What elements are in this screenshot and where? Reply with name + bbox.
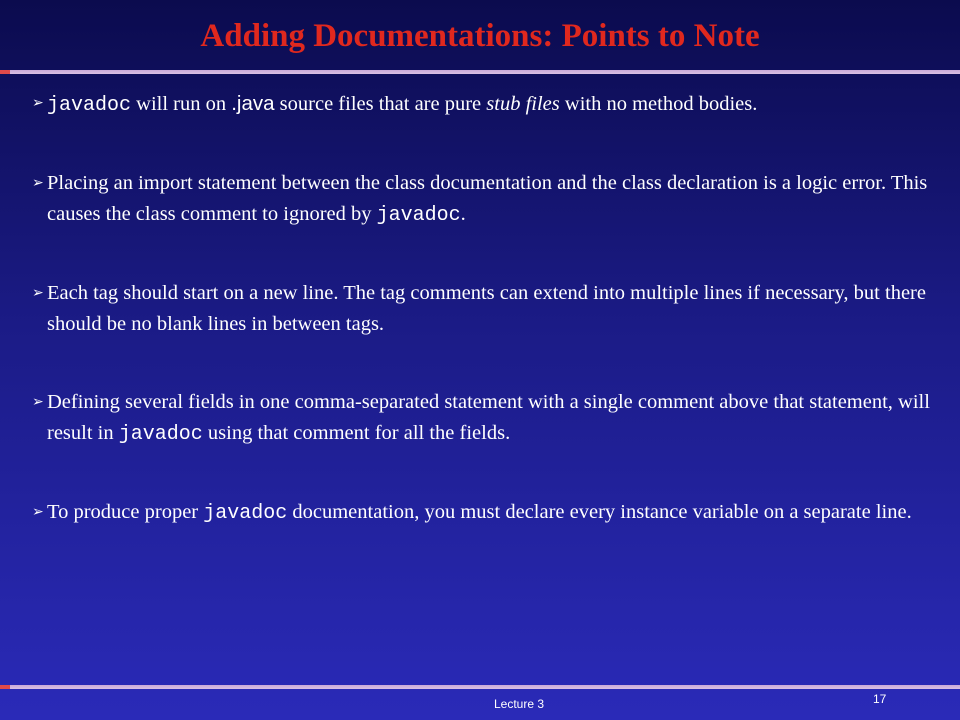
text-run: . bbox=[460, 203, 466, 225]
bullet-text bbox=[47, 391, 930, 444]
lecture-label: Lecture 3 bbox=[494, 697, 545, 711]
emphasis-term: stub files bbox=[486, 93, 560, 115]
code-term: javadoc bbox=[203, 502, 288, 525]
bullet-text bbox=[47, 501, 912, 523]
bullet-text bbox=[47, 93, 757, 115]
bullet-item bbox=[32, 497, 937, 529]
text-run: Defining several fields in one comma-separated statement with a single comment above that statement, will result in bbox=[47, 391, 930, 444]
text-run: source files that are pure bbox=[274, 93, 487, 115]
bullet-item bbox=[32, 387, 937, 450]
arrow-bullet-icon: ➢ bbox=[32, 394, 44, 410]
text-run: Each tag should start on a new line. The tag comments can extend into multiple lines if necessary, but there should be no blank lines in between tags. bbox=[47, 282, 926, 335]
bullet-list bbox=[32, 88, 937, 576]
text-run: To produce proper bbox=[47, 501, 204, 523]
bullet-item bbox=[32, 88, 937, 121]
code-term: javadoc bbox=[118, 423, 203, 446]
text-run: Placing an import statement between the class documentation and the class declaration is a logic error. This causes the class comment to ignored by bbox=[47, 172, 928, 225]
bottom-divider bbox=[0, 685, 960, 689]
bullet-item bbox=[32, 278, 937, 340]
arrow-bullet-icon: ➢ bbox=[32, 504, 44, 520]
slide-title: Adding Documentations: Points to Note bbox=[200, 18, 760, 54]
top-divider bbox=[0, 70, 960, 74]
page-number: 17 bbox=[873, 692, 887, 706]
arrow-bullet-icon: ➢ bbox=[32, 175, 44, 191]
text-run: will run on bbox=[131, 93, 232, 115]
arrow-bullet-icon: ➢ bbox=[32, 285, 44, 301]
file-extension: .java bbox=[231, 92, 275, 115]
text-run: with no method bodies. bbox=[559, 93, 758, 115]
bottom-divider-accent bbox=[0, 685, 10, 689]
arrow-bullet-icon: ➢ bbox=[32, 95, 44, 111]
top-divider-accent bbox=[0, 70, 10, 74]
text-run: documentation, you must declare every instance variable on a separate line. bbox=[287, 501, 912, 523]
bullet-item bbox=[32, 168, 937, 231]
bullet-text bbox=[47, 172, 927, 225]
code-term: javadoc bbox=[376, 204, 461, 227]
code-term: javadoc bbox=[47, 94, 132, 117]
text-run: using that comment for all the fields. bbox=[202, 422, 511, 444]
bullet-text bbox=[47, 282, 926, 335]
